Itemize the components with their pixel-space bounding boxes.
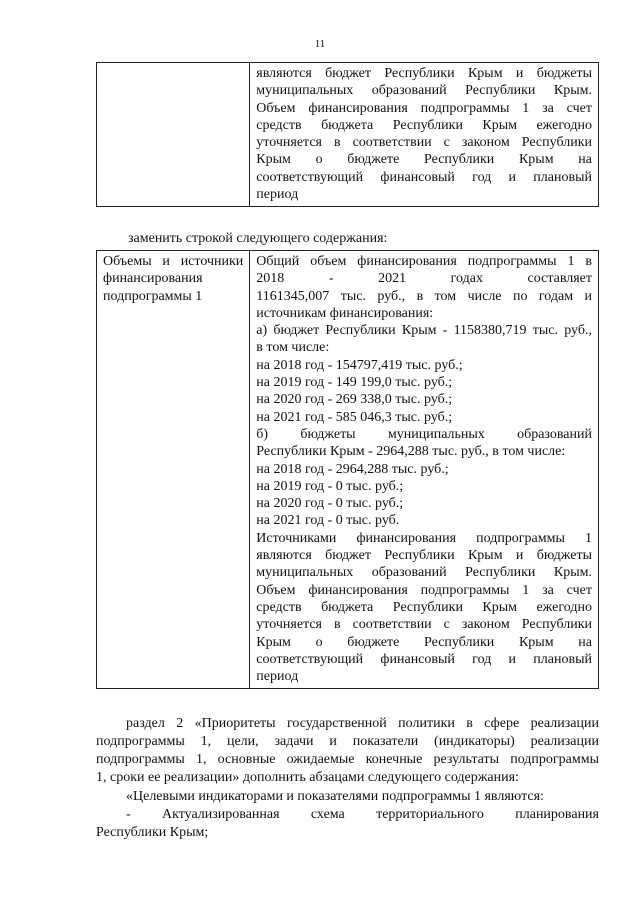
main-line-24: период — [256, 669, 299, 685]
main-line-7: на 2019 год - 149 199,0 тыс. руб.; — [256, 375, 453, 391]
top-line-2: Объем финансирования подпрограммы 1 за счет — [256, 100, 592, 116]
main-line-1: 2018 - 2021 годах составляет — [256, 271, 592, 287]
main-line-23: соответствующий финансовый год и плановый — [256, 651, 592, 667]
top-line-6: соответствующий финансовый год и плановый — [256, 169, 592, 185]
top-line-4: уточняется в соответствии с законом Республики — [256, 135, 592, 151]
main-table-label-cell — [97, 251, 250, 689]
main-line-16: Источниками финансирования подпрограммы 1 — [256, 530, 592, 546]
main-line-10: б) бюджеты муниципальных образований — [256, 426, 592, 442]
section-line-3: 1, сроки ее реализации» дополнить абзацами следующего содержания: — [96, 770, 519, 785]
top-line-7: период — [256, 187, 299, 203]
main-line-0: Общий объем финансирования подпрограммы 1 в — [256, 254, 592, 269]
top-line-0: являются бюджет Республики Крым и бюджеты — [256, 66, 592, 81]
bullet-line-0: - Актуализированная схема территориального планирования — [126, 807, 599, 822]
label-line-2: подпрограммы 1 — [103, 288, 203, 304]
main-line-2: 1161345,007 тыс. руб., в том числе по годам и — [256, 288, 592, 304]
table-row — [97, 63, 599, 207]
main-table — [96, 250, 599, 689]
top-table-value-cell — [250, 63, 599, 207]
top-line-3: средств бюджета Республики Крым ежегодно — [256, 117, 592, 133]
main-table-value-cell — [250, 251, 599, 689]
main-line-9: на 2021 год - 585 046,3 тыс. руб.; — [256, 409, 453, 425]
section-line-1: подпрограммы 1, цели, задачи и показатели (индикаторы) реализации — [96, 734, 599, 749]
bullet-paragraph — [96, 806, 599, 842]
main-line-13: на 2019 год - 0 тыс. руб.; — [256, 478, 404, 494]
main-line-18: муниципальных образований Республики Крым. — [256, 565, 592, 581]
main-line-22: Крым о бюджете Республики Крым на — [256, 634, 592, 650]
main-line-8: на 2020 год - 269 338,0 тыс. руб.; — [256, 392, 453, 408]
main-line-20: средств бюджета Республики Крым ежегодно — [256, 599, 592, 615]
label-line-1: финансирования — [103, 271, 203, 287]
section-line-2: подпрограммы 1, основные ожидаемые конечные результаты подпрограммы — [96, 752, 599, 767]
top-table-label-cell — [97, 63, 250, 207]
table-row — [97, 251, 599, 689]
top-line-5: Крым о бюджете Республики Крым на — [256, 152, 592, 168]
main-line-17: являются бюджет Республики Крым и бюджеты — [256, 548, 592, 564]
main-line-12: на 2018 год - 2964,288 тыс. руб.; — [256, 461, 449, 477]
main-line-4: а) бюджет Республики Крым - 1158380,719 тыс. руб., — [256, 323, 592, 339]
main-line-15: на 2021 год - 0 тыс. руб. — [256, 513, 400, 529]
main-line-14: на 2020 год - 0 тыс. руб.; — [256, 496, 404, 512]
main-line-11: Республики Крым - 2964,288 тыс. руб., в том числе: — [256, 444, 566, 460]
main-line-6: на 2018 год - 154797,419 тыс. руб.; — [256, 357, 463, 373]
main-line-21: уточняется в соответствии с законом Республики — [256, 617, 592, 633]
main-line-19: Объем финансирования подпрограммы 1 за счет — [256, 582, 592, 598]
section-line-0: раздел 2 «Приоритеты государственной политики в сфере реализации — [126, 716, 599, 731]
main-line-5: в том числе: — [256, 340, 330, 356]
label-line-0: Объемы и источники — [103, 254, 244, 269]
top-line-1: муниципальных образований Республики Крым. — [256, 83, 592, 99]
page-number: 11 — [314, 38, 326, 50]
section-paragraph — [96, 715, 599, 787]
intro-text: заменить строкой следующего содержания: — [128, 231, 388, 246]
top-table — [96, 62, 599, 207]
main-line-3: источникам финансирования: — [256, 305, 434, 321]
targets-paragraph: «Целевыми индикаторами и показателями подпрограммы 1 являются: — [126, 789, 544, 804]
bullet-line-1: Республики Крым; — [96, 825, 209, 840]
